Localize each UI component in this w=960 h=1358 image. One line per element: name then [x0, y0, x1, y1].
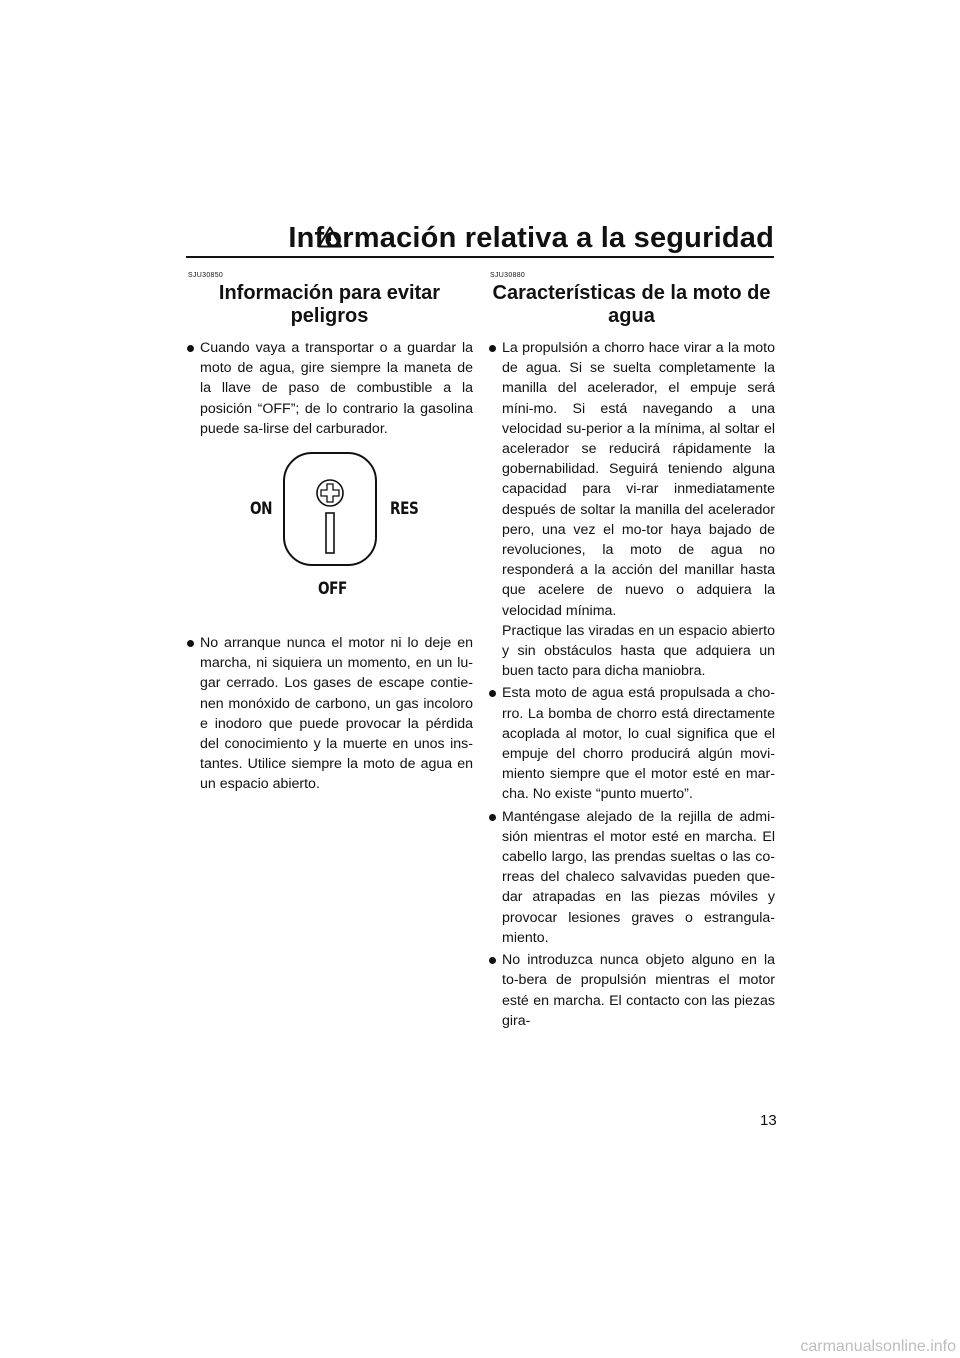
section-title-line1: Características de la moto de	[492, 282, 771, 304]
list-item-text: Cuando vaya a transportar o a guardar la moto de agua, gire siempre la maneta de la llave de paso de combustible a la posición “OFF”; de lo contrario la gasolina puede sa-lirse del carburador.	[200, 340, 473, 437]
list-item	[186, 633, 473, 795]
watermark: carmanualsonline.info	[800, 1338, 956, 1355]
list-item-text: La propulsión a chorro hace virar a la moto de agua. Si se suelta completamente la manilla del acelerador, el empuje será míni-mo. Si está navegando a una velocidad su-perior a la mínima, al soltar el acelerador se reducirá rápidamente la gobernabilidad. Seguirá teniendo alguna capacidad para vi-rar inmediatamente después de soltar la manilla del acelerador pero, una vez el mo-tor haya bajado de revoluciones, la moto de agua no responderá a la acción del manillar hasta que acelere de nuevo o adquiera la velocidad mínima.	[502, 340, 775, 619]
bullet-icon	[489, 957, 496, 964]
list-item	[186, 338, 473, 439]
section-title-line2: peligros	[290, 305, 369, 327]
bullet-list	[186, 338, 473, 439]
bullet-list	[488, 338, 775, 1031]
left-column	[186, 272, 473, 797]
section-code: SJU30880	[490, 272, 526, 279]
bullet-icon	[489, 690, 496, 697]
page-header	[186, 222, 774, 258]
section-code: SJU30850	[188, 272, 224, 279]
label-on: ON	[250, 499, 273, 520]
bullet-icon	[489, 345, 496, 352]
page-number: 13	[760, 1112, 777, 1129]
bullet-icon	[187, 640, 194, 647]
fuel-cock-figure	[186, 447, 473, 623]
section-title-line2: agua	[608, 305, 655, 327]
list-item-text: No arranque nunca el motor ni lo deje en marcha, ni siquiera un momento, en un lu-gar cerrado. Los gases de escape contie-nen monóxido de carbono, un gas incoloro e inodoro que puede provocar la pérdida del conocimiento y la muerte en unos ins-tantes. Utilice siempre la moto de agua en un espacio abierto.	[200, 635, 473, 793]
section-title-line1: Información para evitar	[218, 282, 441, 304]
bullet-icon	[187, 345, 194, 352]
list-item	[488, 338, 775, 681]
list-item	[488, 950, 775, 1031]
list-item-text: No introduzca nunca objeto alguno en la to-bera de propulsión mientras el motor esté en marcha. El contacto con las piezas gira-	[502, 952, 775, 1029]
page-title: Información relativa a la seguridad	[288, 222, 774, 254]
fuel-cock-diagram-icon	[282, 451, 378, 567]
header-rule	[186, 256, 774, 258]
section-title	[186, 282, 473, 328]
list-item	[488, 683, 775, 804]
section-title	[488, 282, 775, 328]
list-item	[488, 807, 775, 948]
bullet-icon	[489, 814, 496, 821]
list-item-text: Esta moto de agua está propulsada a cho-rro. La bomba de chorro está directamente acoplada al motor, lo cual significa que el empuje del chorro producirá algún movi-miento siempre que el motor esté en mar-cha. No existe “punto muerto”.	[502, 685, 775, 803]
right-column	[488, 272, 775, 1033]
list-item-text: Manténgase alejado de la rejilla de admi-sión mientras el motor esté en marcha. El cabello largo, las prendas sueltas o las co-rreas del chaleco salvavidas pueden que-dar atrapadas en las piezas móviles y provocar lesiones graves o estrangula-miento.	[502, 808, 775, 946]
bullet-list	[186, 633, 473, 795]
label-res: RES	[390, 499, 419, 520]
list-item-extra-text: Practique las viradas en un espacio abierto y sin obstáculos hasta que adquiera un buen tacto para dicha maniobra.	[502, 622, 775, 680]
label-off: OFF	[318, 579, 347, 600]
